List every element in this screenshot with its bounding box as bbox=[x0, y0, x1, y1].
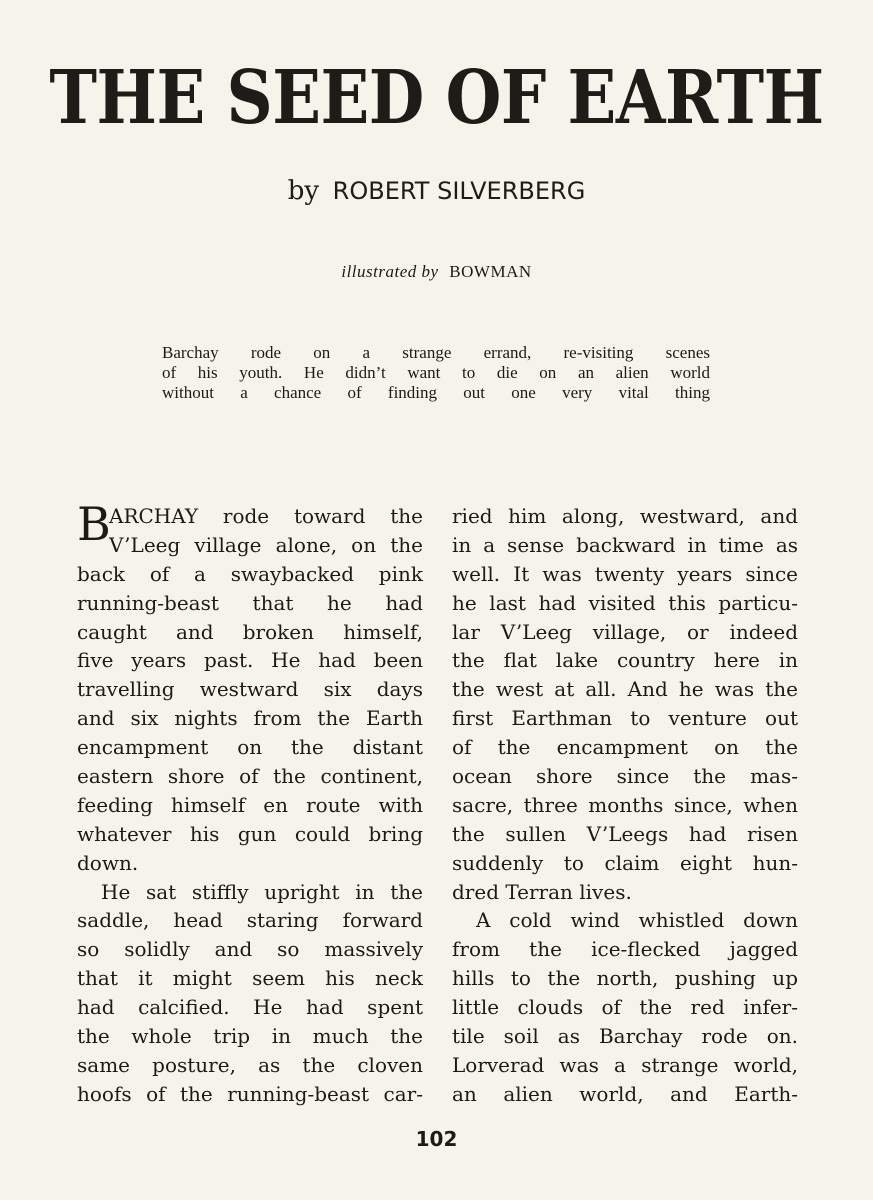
text-line: running-beast that he had bbox=[77, 590, 423, 615]
text-line: the whole trip in much the bbox=[77, 1024, 423, 1049]
text-line: well. It was twenty years since bbox=[452, 561, 798, 586]
text-line: V’Leeg village alone, on the bbox=[109, 532, 423, 557]
text-line: Lorverad was a strange world, bbox=[452, 1052, 798, 1077]
text-line: and six nights from the Earth bbox=[77, 706, 423, 731]
text-line: He sat stiffly upright in the bbox=[101, 879, 423, 904]
text-line: dred Terran lives. bbox=[452, 879, 632, 904]
text-line: so solidly and so massively bbox=[77, 937, 423, 962]
text-line: saddle, head staring forward bbox=[77, 908, 423, 933]
text-line: feeding himself en route with bbox=[77, 792, 423, 817]
text-line: ocean shore since the mas- bbox=[452, 764, 798, 789]
text-line: lar V’Leeg village, or indeed bbox=[452, 619, 798, 644]
illustrated-label: illustrated by bbox=[341, 262, 439, 281]
text-line: ried him along, westward, and bbox=[452, 504, 798, 528]
text-line: the sullen V’Leegs had risen bbox=[452, 821, 798, 846]
text-line: the flat lake country here in bbox=[452, 648, 798, 673]
page-number: 102 bbox=[415, 1127, 458, 1151]
text-line: from the ice-flecked jagged bbox=[452, 937, 798, 962]
story-blurb bbox=[162, 343, 710, 403]
text-line: had calcified. He had spent bbox=[77, 995, 423, 1020]
text-line: hoofs of the running-beast car- bbox=[77, 1081, 423, 1106]
text-line: that it might seem his neck bbox=[77, 966, 423, 991]
text-line: the west at all. And he was the bbox=[452, 677, 798, 702]
text-line: eastern shore of the continent, bbox=[77, 764, 423, 789]
text-line: tile soil as Barchay rode on. bbox=[452, 1024, 798, 1049]
blurb-line: Barchay rode on a strange errand, re-visiting scenes bbox=[162, 343, 710, 362]
text-line: down. bbox=[77, 850, 139, 875]
text-line: an alien world, and Earth- bbox=[452, 1081, 798, 1106]
text-line: whatever his gun could bring bbox=[77, 821, 423, 846]
byline bbox=[0, 176, 873, 206]
story-title: THE SEED OF EARTH bbox=[49, 55, 824, 142]
blurb-line: of his youth. He didn’t want to die on an alien world bbox=[162, 363, 710, 382]
text-line: caught and broken himself, bbox=[77, 619, 423, 644]
text-line: same posture, as the cloven bbox=[77, 1052, 423, 1077]
text-line: hills to the north, pushing up bbox=[452, 966, 798, 991]
byline-prefix: by bbox=[287, 176, 320, 206]
text-line: in a sense backward in time as bbox=[452, 532, 798, 557]
text-line: of the encampment on the bbox=[452, 735, 798, 760]
text-line: ARCHAY rode toward the bbox=[109, 504, 423, 528]
text-line: first Earthman to venture out bbox=[452, 706, 798, 731]
author-name: ROBERT SILVERBERG bbox=[332, 177, 586, 205]
text-line: he last had visited this particu- bbox=[452, 590, 798, 615]
illustrator-credit bbox=[0, 262, 873, 282]
drop-cap: B bbox=[77, 497, 111, 551]
text-line: little clouds of the red infer- bbox=[452, 995, 798, 1020]
blurb-line: without a chance of finding out one very vital thing bbox=[162, 383, 710, 402]
text-line: five years past. He had been bbox=[77, 648, 423, 673]
text-line: A cold wind whistled down bbox=[476, 908, 798, 933]
illustrator-name: BOWMAN bbox=[449, 262, 532, 281]
text-line: travelling westward six days bbox=[77, 677, 423, 702]
right-column bbox=[452, 502, 798, 1109]
text-line: sacre, three months since, when bbox=[452, 792, 798, 817]
text-line: suddenly to claim eight hun- bbox=[452, 850, 798, 875]
text-line: back of a swaybacked pink bbox=[77, 561, 423, 586]
left-column bbox=[77, 497, 423, 1109]
text-line: encampment on the distant bbox=[77, 735, 423, 760]
